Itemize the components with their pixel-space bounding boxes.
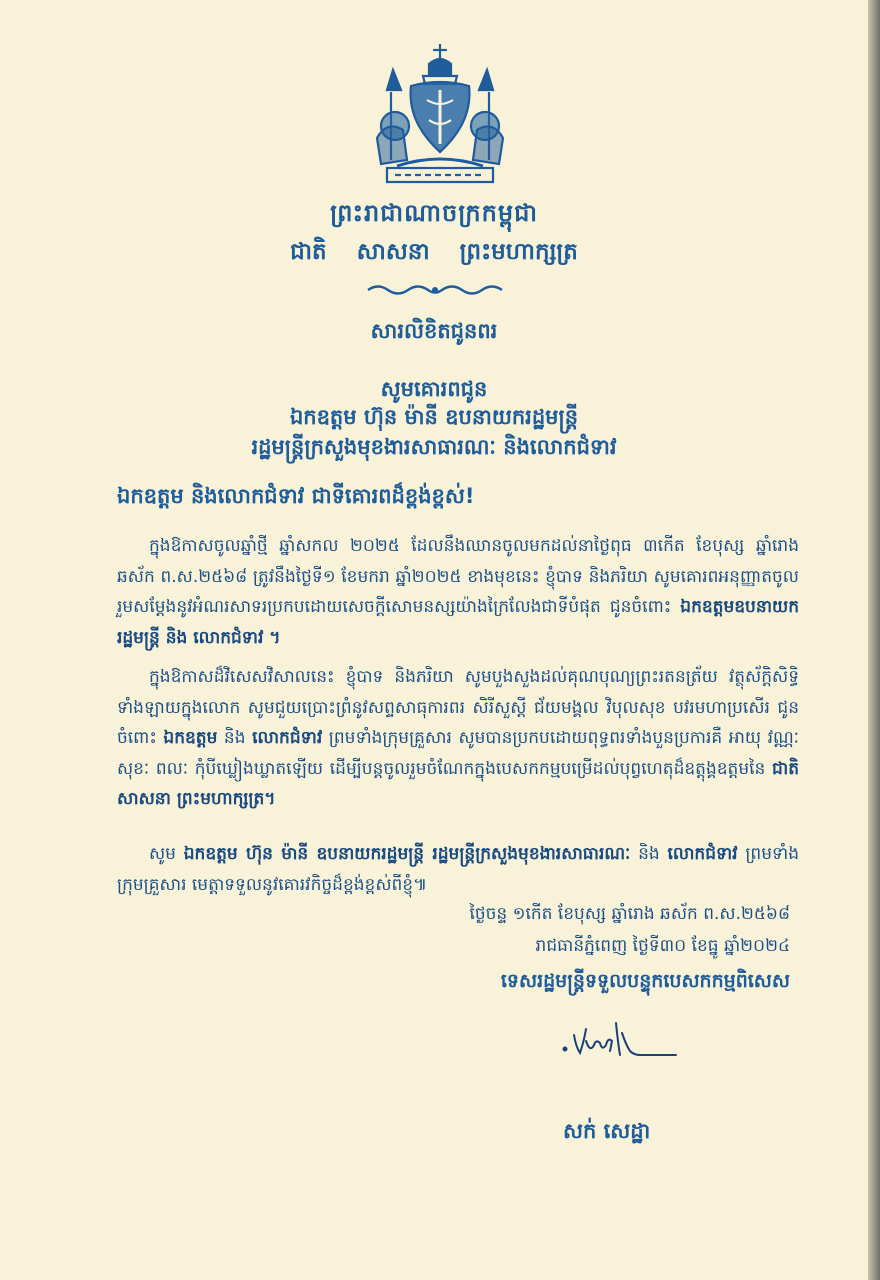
address-line-2: ឯកឧត្ដម ហ៊ុន ម៉ានី ឧបនាយករដ្ឋមន្ត្រី <box>289 405 579 429</box>
paragraph-3-and: និង <box>630 844 668 864</box>
paragraph-2-text: ក្នុងឱកាសដ៏វិសេសវិសាលនេះ ខ្ញុំបាទ និងភរិយា សូមបួងសួងដល់គុណបុណ្យព្រះរតនត្រ័យ វត្ថុស័ក្ដិសិទ្ធិទាំងឡាយក្នុងលោក សូមជួយប្រោះព្រំនូវសព្ទសាធុការពរ សិរីសួស្ដី ជ័យមង្គល វិបុលសុខ បវរមហាប្រសើរ ជូនចំពោះ <box>117 667 799 748</box>
paragraph-2-text-2: ព្រមទាំងក្រុមគ្រួសារ សូមបានប្រកបដោយពុទ្ធពរទាំងបួនប្រការគឺ អាយុ វណ្ណៈ សុខៈ ពលៈ កុំបីឃ្លៀងឃ្លាតឡើយ ដើម្បីបន្តចូលរួមចំណែកក្នុងបេសកកម្មបម្រើដល់បុព្វហេតុដ៏ឧត្ដុង្គឧត្ដមនៃ <box>117 728 799 779</box>
paragraph-2-lady: លោកជំទាវ <box>252 728 323 748</box>
paragraph-2-and: និង <box>217 728 253 748</box>
page-edge-shadow <box>868 0 880 1280</box>
salutation: ឯកឧត្ដម និងលោកជំទាវ ជាទីគោរពដ៏ខ្ពង់ខ្ពស់! <box>117 484 475 508</box>
paragraph-2 <box>117 662 799 815</box>
paragraph-3-recipient: ឯកឧត្ដម ហ៊ុន ម៉ានី ឧបនាយករដ្ឋមន្ត្រី រដ្ឋមន្ត្រីក្រសួងមុខងារសាធារណៈ <box>183 844 631 864</box>
paragraph-3-text: ព្រមទាំងក្រុមគ្រួសារ មេត្តាទទួលនូវគោរវកិច្ចដ៏ខ្ពង់ខ្ពស់ពីខ្ញុំ៕ <box>117 844 799 895</box>
paragraph-2-motto: ជាតិ សាសនា ព្រះមហាក្សត្រ។ <box>117 758 799 809</box>
royal-coat-of-arms-icon <box>367 40 513 190</box>
paragraph-2-excellency: ឯកឧត្ដម <box>163 728 218 748</box>
sender-office: ទេសរដ្ឋមន្ត្រីទទួលបន្ទុកបេសកកម្មពិសេស <box>500 970 790 992</box>
paragraph-1-recipient: ឯកឧត្ដមឧបនាយករដ្ឋមន្ត្រី និង លោកជំទាវ ។ <box>117 597 799 648</box>
address-line-1: សូមគោរពជូន <box>380 377 488 401</box>
signatory-name: សក់ សេដ្ឋា <box>563 1119 651 1143</box>
kingdom-heading: ព្រះរាជាណាចក្រកម្ពុជា <box>330 199 538 227</box>
paragraph-1 <box>117 531 799 653</box>
paragraph-3-prefix: សូម <box>149 844 184 864</box>
address-line-3: រដ្ឋមន្ត្រីក្រសួងមុខងារសាធារណៈ និងលោកជំទាវ <box>251 435 617 459</box>
paragraph-3 <box>117 839 799 900</box>
national-motto: ជាតិ សាសនា ព្រះមហាក្សត្រ <box>290 239 578 265</box>
place-date-line: រាជធានីភ្នំពេញ ថ្ងៃទី៣០ ខែធ្នូ ឆ្នាំ២០២៤ <box>535 936 790 956</box>
handwritten-signature-icon <box>560 1015 680 1071</box>
document-title: សារលិខិតជូនពរ <box>370 319 498 343</box>
paragraph-1-text: ក្នុងឱកាសចូលឆ្នាំថ្មី ឆ្នាំសកល ២០២៥ ដែលនឹងឈានចូលមកដល់នាថ្ងៃពុធ ៣កើត ខែបុស្ស ឆ្នាំរោង ឆស័ក ព.ស.២៥៦៨ ត្រូវនឹងថ្ងៃទី១ ខែមករា ឆ្នាំ២០២៥ ខាងមុខនេះ ខ្ញុំបាទ និងភរិយា សូមគោរពអនុញ្ញាតចូលរួមសម្ដែងនូវអំណរសាទរប្រកបដោយសេចក្ដីសោមនស្សយ៉ាងក្រៃលែងជាទីបំផុត ជូនចំពោះ <box>117 536 799 617</box>
lunar-date-line: ថ្ងៃចន្ទ ១កើត ខែបុស្ស ឆ្នាំរោង ឆស័ក ព.ស.២៥៦៨ <box>469 904 790 924</box>
decorative-divider-icon <box>366 283 504 297</box>
paragraph-3-lady: លោកជំទាវ <box>667 844 738 864</box>
